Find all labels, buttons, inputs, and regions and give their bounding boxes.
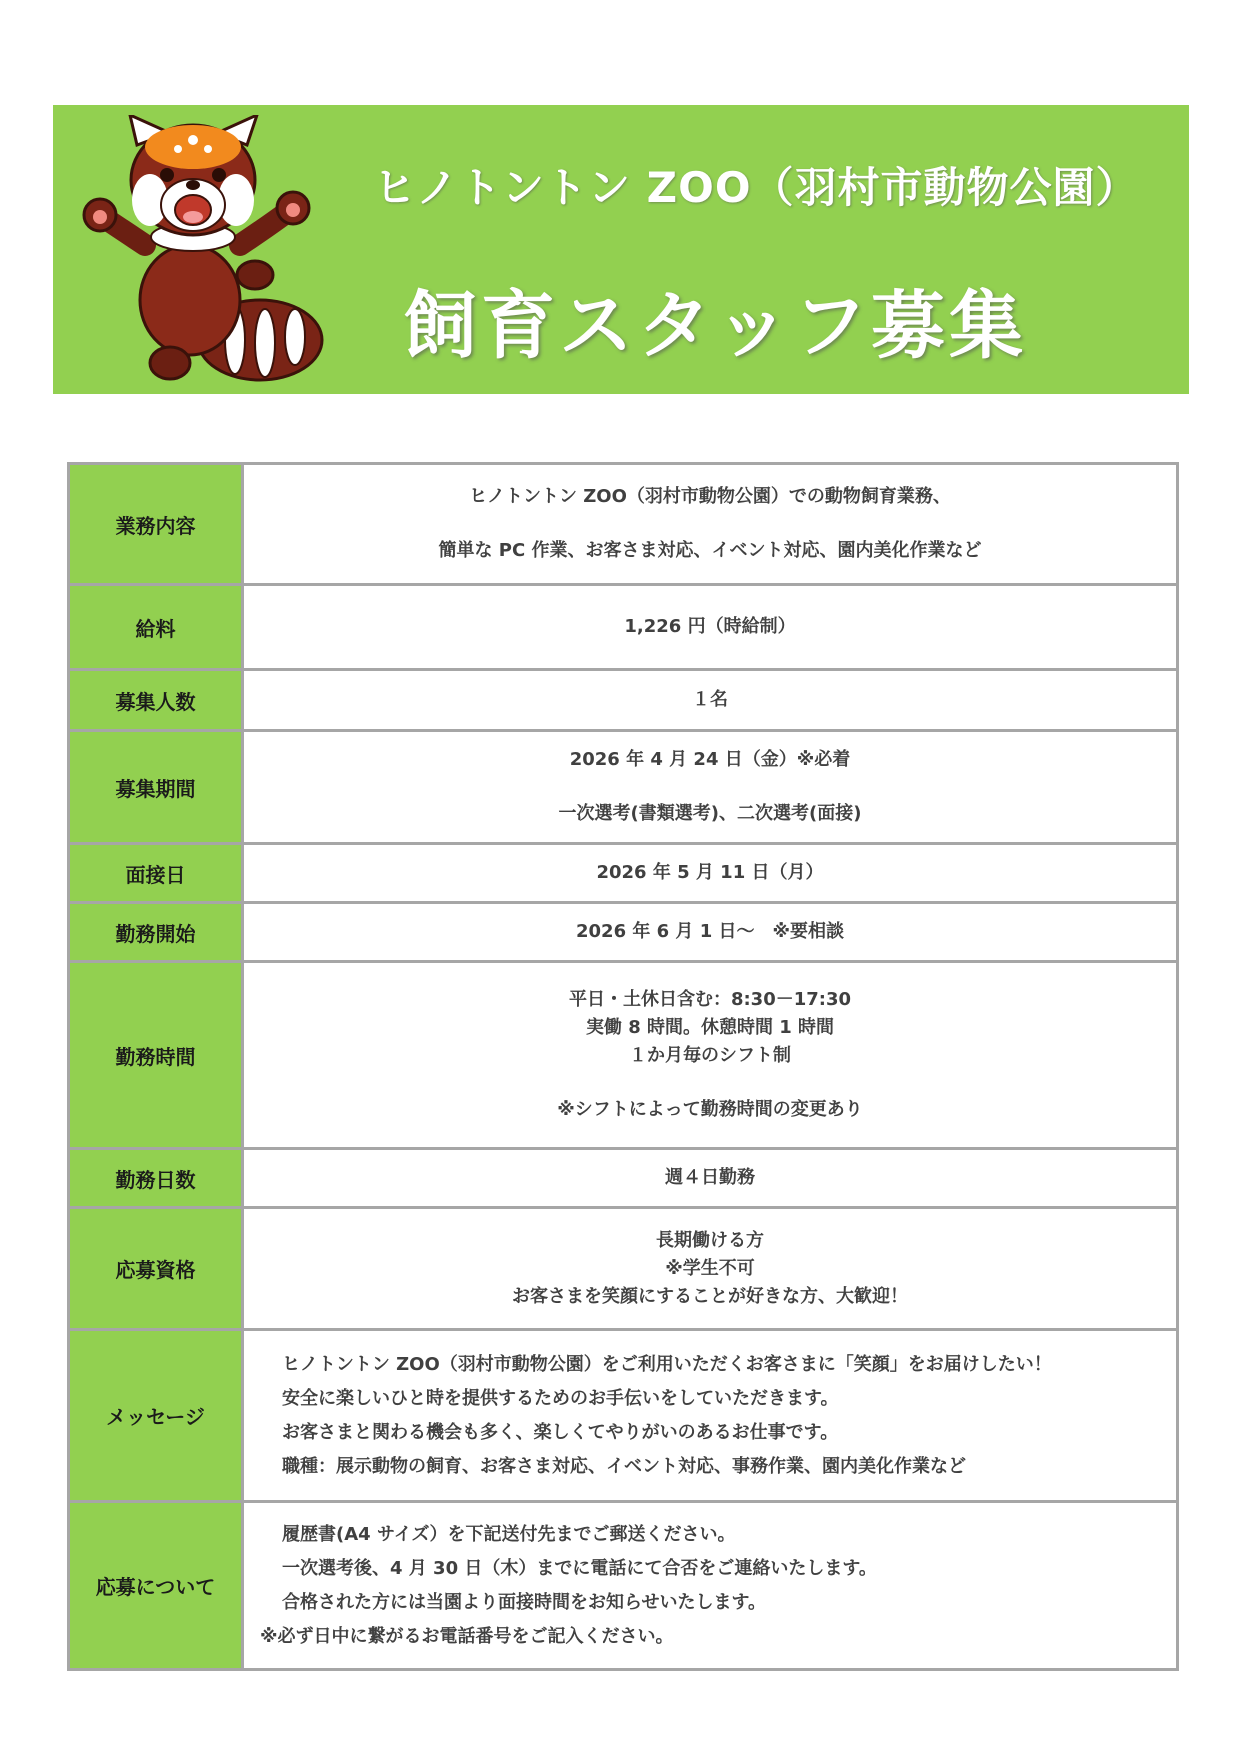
table-row	[69, 731, 1178, 844]
row-value	[243, 1208, 1178, 1330]
value-line: １か月毎のシフト制	[629, 1045, 791, 1066]
table-row	[69, 1149, 1178, 1208]
row-value	[243, 962, 1178, 1149]
banner-subtitle: 飼育スタッフ募集	[403, 283, 1027, 369]
table-row	[69, 670, 1178, 731]
row-value	[243, 731, 1178, 844]
value-line: 一次選考後、4 月 30 日（木）までに電話にて合否をご連絡いたします。	[282, 1557, 877, 1579]
header-banner	[53, 105, 1189, 394]
red-panda-mascot-icon	[75, 115, 335, 390]
table-row	[69, 962, 1178, 1149]
value-line: ※学生不可	[665, 1257, 755, 1279]
table-row	[69, 585, 1178, 670]
table-row	[69, 464, 1178, 585]
value-line: 安全に楽しいひと時を提供するためのお手伝いをしていただきます。	[282, 1387, 839, 1409]
table-row	[69, 903, 1178, 962]
value-line: 2026 年 4 月 24 日（金）※必着	[569, 749, 851, 770]
table-row	[69, 1208, 1178, 1330]
row-label: 業務内容	[69, 464, 243, 585]
value-line: ※シフトによって勤務時間の変更あり	[557, 1099, 863, 1120]
table-row	[69, 1502, 1178, 1670]
value-line: 職種：展示動物の飼育、お客さま対応、イベント対応、事務作業、園内美化作業など	[282, 1455, 966, 1477]
row-value	[243, 1149, 1178, 1208]
value-line: 週４日勤務	[665, 1167, 755, 1188]
row-label: 勤務開始	[69, 903, 243, 962]
row-value	[243, 585, 1178, 670]
value-line: 簡単な PC 作業、お客さま対応、イベント対応、園内美化作業など	[438, 540, 982, 561]
value-line: 合格された方には当園より面接時間をお知らせいたします。	[282, 1591, 767, 1613]
banner-title: ヒノトントン ZOO（羽村市動物公園）	[373, 163, 1139, 212]
row-value	[243, 903, 1178, 962]
row-value	[243, 1330, 1178, 1502]
value-line: 2026 年 6 月 1 日～ ※要相談	[576, 921, 844, 942]
row-label: 給料	[69, 585, 243, 670]
row-value	[243, 670, 1178, 731]
row-label: 勤務時間	[69, 962, 243, 1149]
job-info-table	[67, 462, 1179, 1671]
row-label: 応募について	[69, 1502, 243, 1670]
row-label: 応募資格	[69, 1208, 243, 1330]
value-line: ヒノトントン ZOO（羽村市動物公園）をご利用いただくお客さまに「笑顔」をお届けしたい！	[282, 1353, 1052, 1375]
value-line: 2026 年 5 月 11 日（月）	[596, 862, 824, 883]
row-label: メッセージ	[69, 1330, 243, 1502]
value-line: 履歴書(A4 サイズ）を下記送付先までご郵送ください。	[282, 1523, 736, 1545]
value-line: １名	[692, 689, 728, 710]
value-line: お客さまと関わる機会も多く、楽しくてやりがいのあるお仕事です。	[282, 1421, 839, 1443]
table-row	[69, 1330, 1178, 1502]
row-value	[243, 464, 1178, 585]
row-value	[243, 844, 1178, 903]
row-label: 募集人数	[69, 670, 243, 731]
value-line: 実働 8 時間。休憩時間 1 時間	[585, 1017, 835, 1038]
row-label: 募集期間	[69, 731, 243, 844]
value-line: 平日・土休日含む：8:30－17:30	[568, 989, 852, 1010]
value-line: 一次選考(書類選考)、二次選考(面接)	[558, 803, 862, 824]
row-value	[243, 1502, 1178, 1670]
value-line: お客さまを笑顔にすることが好きな方、大歓迎！	[512, 1285, 908, 1307]
table-row	[69, 844, 1178, 903]
value-line: ※必ず日中に繋がるお電話番号をご記入ください。	[260, 1625, 674, 1647]
row-label: 勤務日数	[69, 1149, 243, 1208]
row-label: 面接日	[69, 844, 243, 903]
value-line: 長期働ける方	[656, 1229, 764, 1251]
value-line: ヒノトントン ZOO（羽村市動物公園）での動物飼育業務、	[469, 486, 951, 507]
value-line: 1,226 円（時給制）	[624, 616, 796, 637]
